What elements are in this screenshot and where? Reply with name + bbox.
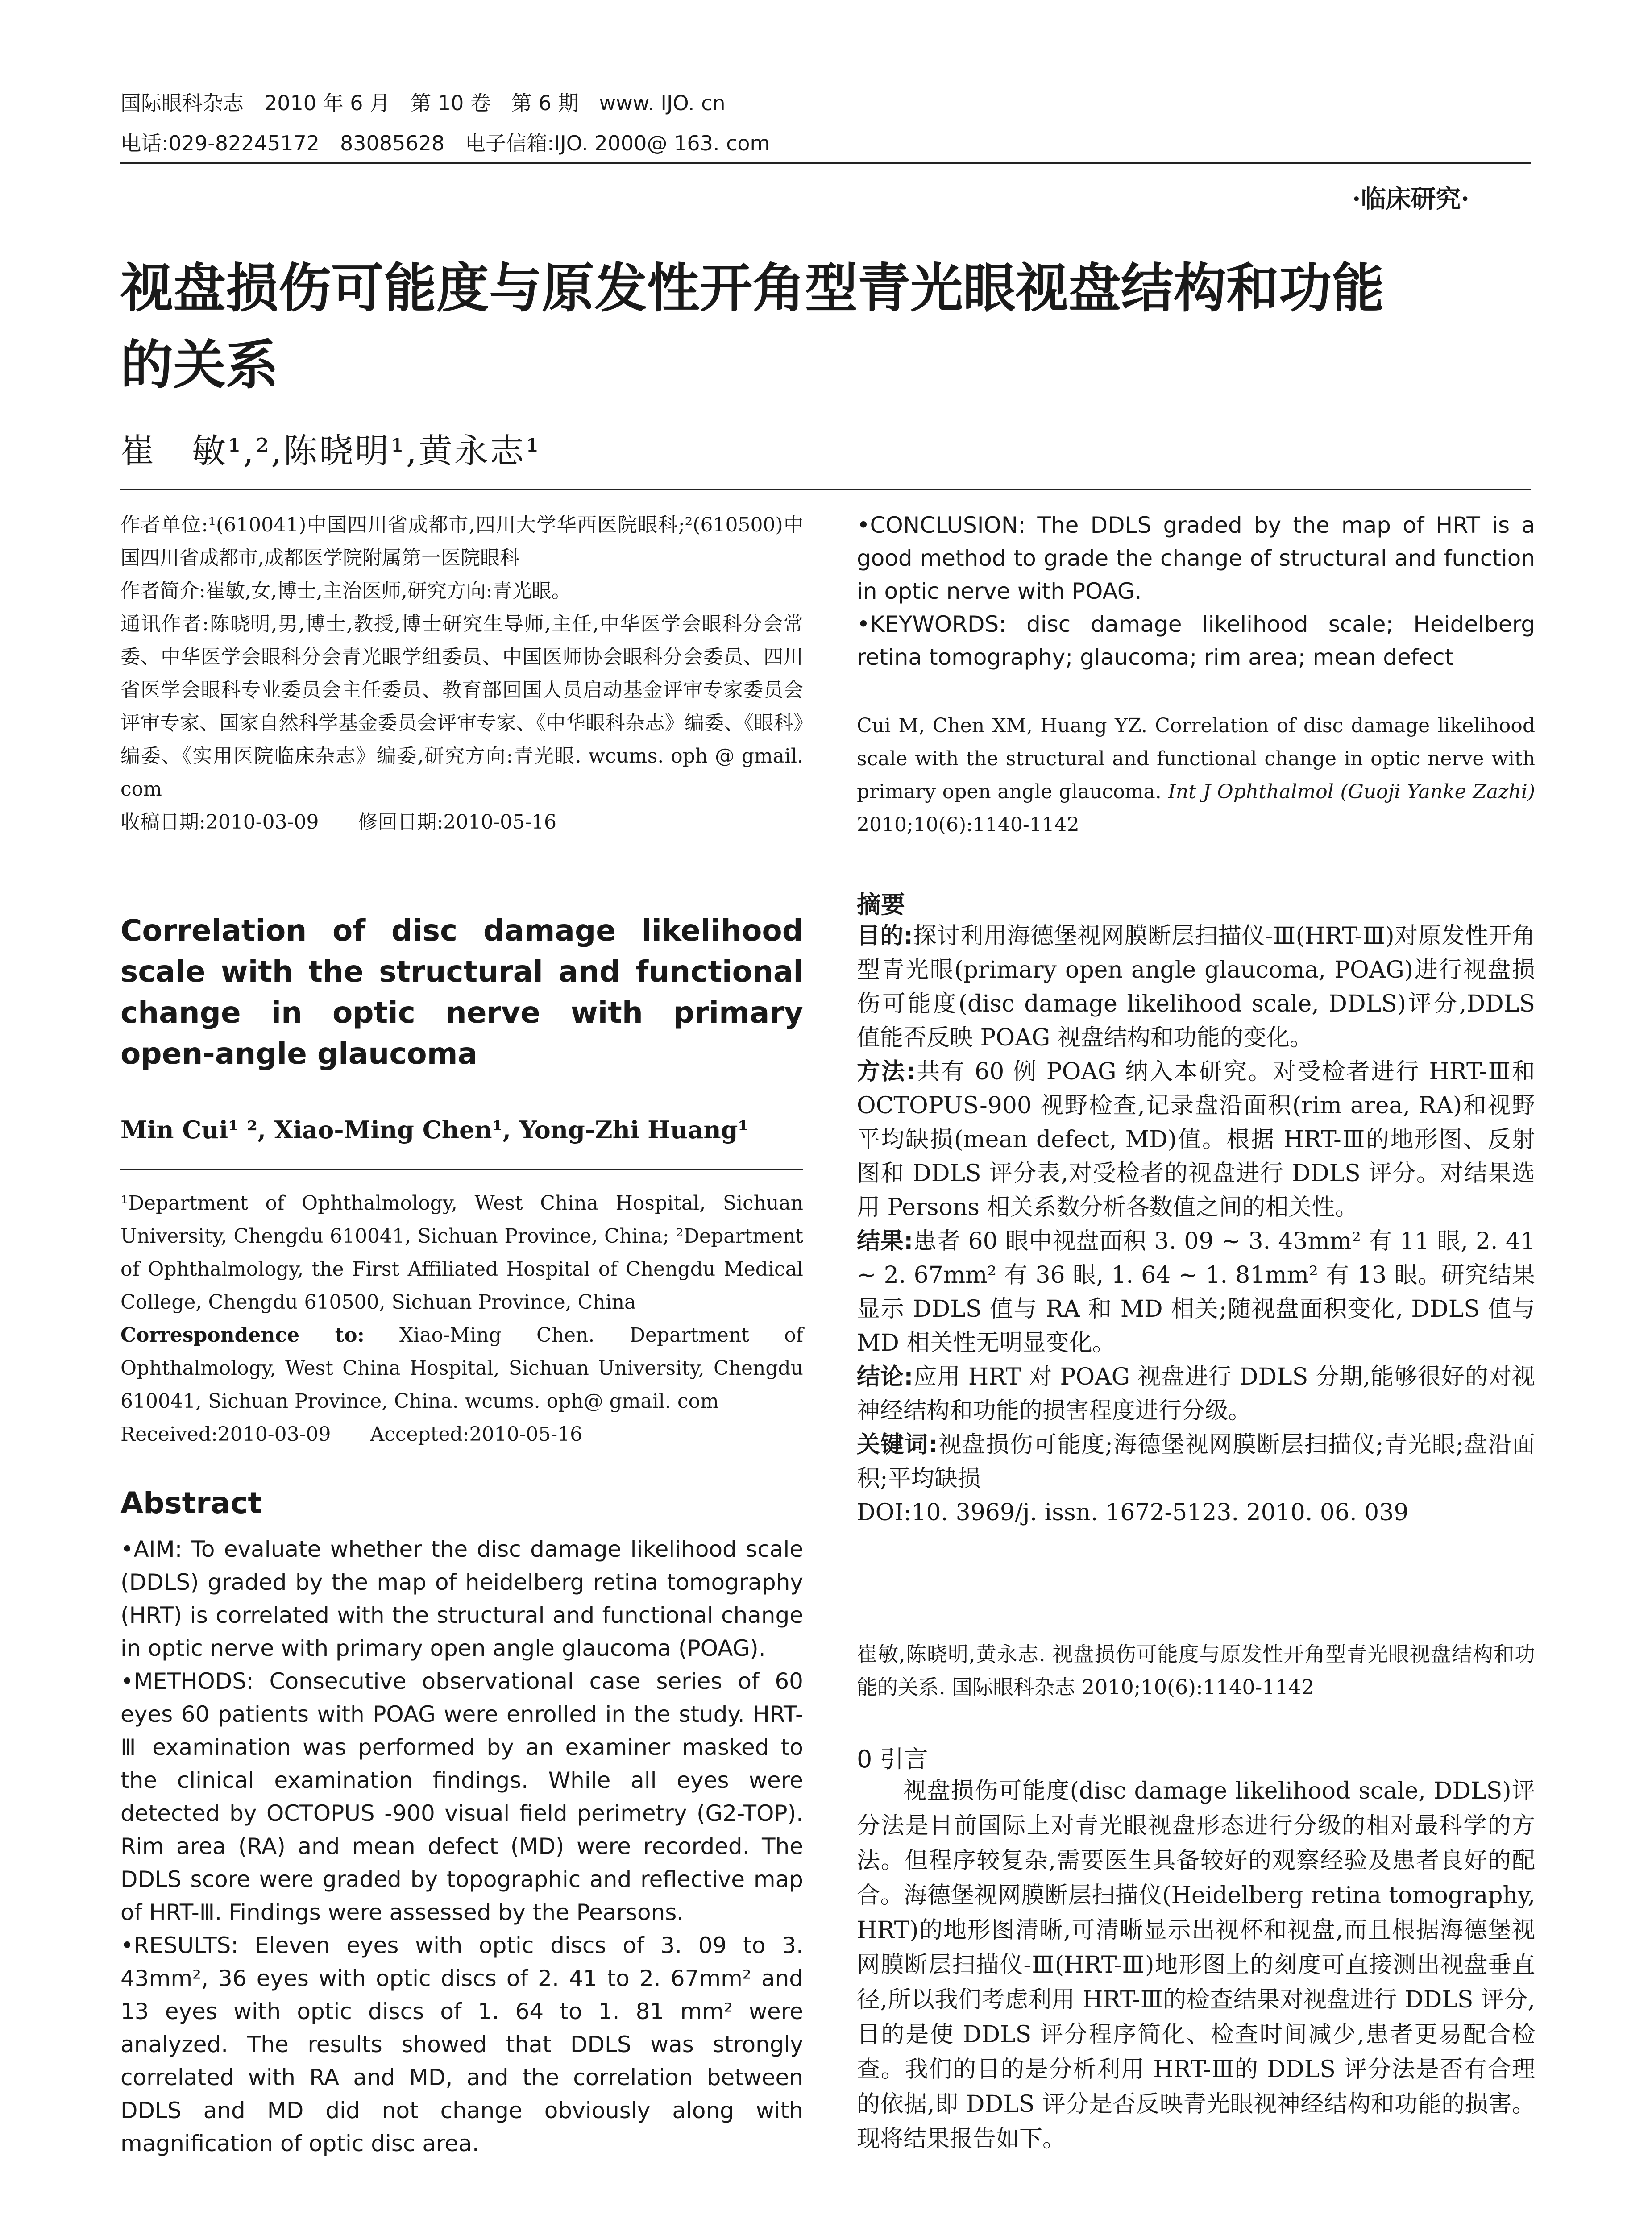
doi: DOI:10. 3969/j. issn. 1672-5123. 2010. 06. 039	[857, 1499, 1409, 1526]
title-line-2: 的关系	[120, 334, 279, 396]
keywords-cn-text: 视盘损伤可能度;海德堡视网膜断层扫描仪;青光眼;盘沿面积;平均缺损	[857, 1431, 1535, 1492]
keywords-cn-label: 关键词:	[857, 1431, 938, 1458]
intro-heading: 0 引言	[857, 1745, 928, 1773]
corresponding-author-cn: 通讯作者:陈晓明,男,博士,教授,博士研究生导师,主任,中华医学会眼科分会常委、中华医学会眼科分会青光眼学组委员、中国医师协会眼科分会委员、四川省医学会眼科专业委员会主任委员、教育部回国人员启动基金评审专家委员会评审专家、国家自然科学基金委员会评审专家、《中华眼科杂志》编委、《眼科》编委、《实用医院临床杂志》编委,研究方向:青光眼. wcums. oph @ gmail. com	[120, 613, 803, 800]
chinese-abstract	[857, 919, 1535, 1530]
jieguo-label: 结果:	[857, 1228, 913, 1255]
mudi-label: 目的:	[857, 923, 913, 950]
abstract-keywords: • KEYWORDS: disc damage likelihood scale; Heidelberg retina tomography; glaucoma; rim area; mean defect	[857, 608, 1535, 674]
affil-en-text: ¹Department of Ophthalmology, West China Hospital, Sichuan University, Chengdu 610041, Sichuan Province, China; ²Department of Ophthalmology, the First Affiliated Hospital of Chengdu Medical College, Chengdu 610500, Sichuan Province, China	[120, 1192, 803, 1314]
affiliations-en	[120, 1187, 803, 1451]
affil-units: 作者单位:¹(610041)中国四川省成都市,四川大学华西医院眼科;²(610500)中国四川省成都市,成都医学院附属第一医院眼科	[120, 514, 803, 569]
section-label: ·临床研究·	[1352, 184, 1469, 214]
fangfa-label: 方法:	[857, 1058, 916, 1085]
citation-cn: 崔敏,陈晓明,黄永志. 视盘损伤可能度与原发性开角型青光眼视盘结构和功能的关系. 国际眼科杂志 2010;10(6):1140-1142	[857, 1642, 1535, 1699]
abstract-continued	[857, 509, 1535, 674]
journal-header-line2: 电话:029-82245172 83085628 电子信箱:IJO. 2000@ 163. com	[120, 131, 770, 155]
citation-en-volume: 2010;10(6):1140-1142	[857, 813, 1079, 836]
correspondence-text: Xiao-Ming Chen. Department of Ophthalmology, West China Hospital, Sichuan University, Chengdu 610041, Sichuan Province, China. wcums. oph@ gmail. com	[120, 1324, 803, 1413]
dates-cn: 收稿日期:2010-03-09 修回日期:2010-05-16	[120, 811, 557, 834]
header-rule	[120, 162, 1531, 164]
jielun-label: 结论:	[857, 1364, 913, 1390]
authors-cn: 崔 敏¹,²,陈晓明¹,黄永志¹	[120, 431, 541, 471]
abstract-heading: Abstract	[120, 1486, 262, 1520]
title-rule	[120, 489, 1531, 490]
dates-en: Received:2010-03-09 Accepted:2010-05-16	[120, 1423, 583, 1446]
jieguo-text: 患者 60 眼中视盘面积 3. 09 ~ 3. 43mm² 有 11 眼, 2. 41 ~ 2. 67mm² 有 36 眼, 1. 64 ~ 1. 81mm² 有 13 眼。研究结果显示 DDLS 值与 RA 和 MD 相关;随视盘面积变化, DDLS 值与 MD 相关性无明显变化。	[857, 1228, 1535, 1356]
article-title	[120, 250, 1535, 403]
title-line-1: 视盘损伤可能度与原发性开角型青光眼视盘结构和功能	[120, 257, 1385, 319]
abstract-conclusion: • CONCLUSION: The DDLS graded by the map of HRT is a good method to grade the change of structural and function in optic nerve with POAG.	[857, 509, 1535, 608]
abstract-body	[120, 1533, 803, 2160]
jielun-text: 应用 HRT 对 POAG 视盘进行 DDLS 分期,能够很好的对视神经结构和功能的损害程度进行分级。	[857, 1364, 1535, 1424]
mudi-text: 探讨利用海德堡视网膜断层扫描仪-Ⅲ(HRT-Ⅲ)对原发性开角型青光眼(primary open angle glaucoma, POAG)进行视盘损伤可能度(disc damage likelihood scale, DDLS)评分,DDLS 值能否反映 POAG 视盘结构和功能的变化。	[857, 923, 1536, 1051]
authors-rule	[120, 1169, 803, 1170]
intro-body: 视盘损伤可能度(disc damage likelihood scale, DDLS)评分法是目前国际上对青光眼视盘形态进行分级的相对最科学的方法。但程序较复杂,需要医生具备较好的观察经验及患者良好的配合。海德堡视网膜断层扫描仪(Heidelberg retina tomography, HRT)的地形图清晰,可清晰显示出视杯和视盘,而且根据海德堡视网膜断层扫描仪-Ⅲ(HRT-Ⅲ)地形图上的刻度可直接测出视盘垂直径,所以我们考虑利用 HRT-Ⅲ的检查结果对视盘进行 DDLS 评分,目的是使 DDLS 评分程序简化、检查时间减少,患者更易配合检查。我们的目的是分析利用 HRT-Ⅲ的 DDLS 评分法是否有合理的依据,即 DDLS 评分是否反映青光眼视神经结构和功能的损害。现将结果报告如下。	[857, 1778, 1535, 2152]
citation-en-authors: Cui M, Chen XM, Huang YZ. Correlation of disc damage likelihood scale with the structural and functional change in optic nerve with primary open angle glaucoma.	[857, 714, 1535, 803]
correspondence-label: Correspondence to:	[120, 1324, 365, 1347]
author-bio: 作者简介:崔敏,女,博士,主治医师,研究方向:青光眼。	[120, 580, 571, 602]
affiliations-cn	[120, 509, 803, 839]
abstract-aim: • AIM: To evaluate whether the disc damage likelihood scale (DDLS) graded by the map of heidelberg retina tomography (HRT) is correlated with the structural and functional change in optic nerve with primary open angle glaucoma (POAG).	[120, 1533, 803, 1665]
fangfa-text: 共有 60 例 POAG 纳入本研究。对受检者进行 HRT-Ⅲ和 OCTOPUS-900 视野检查,记录盘沿面积(rim area, RA)和视野平均缺损(mean defect, MD)值。根据 HRT-Ⅲ的地形图、反射图和 DDLS 评分表,对受检者的视盘进行 DDLS 评分。对结果选用 Persons 相关系数分析各数值之间的相关性。	[857, 1058, 1536, 1221]
english-title: Correlation of disc damage likelihood scale with the structural and functional change in optic nerve with primary open-angle glaucoma	[120, 913, 803, 1071]
abstract-methods: • METHODS: Consecutive observational case series of 60 eyes 60 patients with POAG were enrolled in the study. HRT-Ⅲ examination was performed by an examiner masked to the clinical examination findings. While all eyes were detected by OCTOPUS -900 visual field perimetry (G2-TOP). Rim area (RA) and mean defect (MD) were recorded. The DDLS score were graded by topographic and reflective map of HRT-Ⅲ. Findings were assessed by the Pearsons.	[120, 1665, 803, 1929]
zhaiyao-heading: 摘要	[857, 891, 905, 919]
citation-en	[857, 709, 1535, 842]
citation-en-journal: Int J Ophthalmol (Guoji Yanke Zazhi)	[1168, 780, 1535, 803]
journal-header-line1: 国际眼科杂志 2010 年 6 月 第 10 卷 第 6 期 www. IJO. cn	[120, 91, 726, 115]
authors-en: Min Cui¹ ², Xiao-Ming Chen¹, Yong-Zhi Huang¹	[120, 1116, 749, 1144]
abstract-results: • RESULTS: Eleven eyes with optic discs of 3. 09 to 3. 43mm², 36 eyes with optic discs of 2. 41 to 2. 67mm² and 13 eyes with optic discs of 1. 64 to 1. 81 mm² were analyzed. The results showed that DDLS was strongly correlated with RA and MD, and the correlation between DDLS and MD did not change obviously along with magnification of optic disc area.	[120, 1929, 803, 2160]
